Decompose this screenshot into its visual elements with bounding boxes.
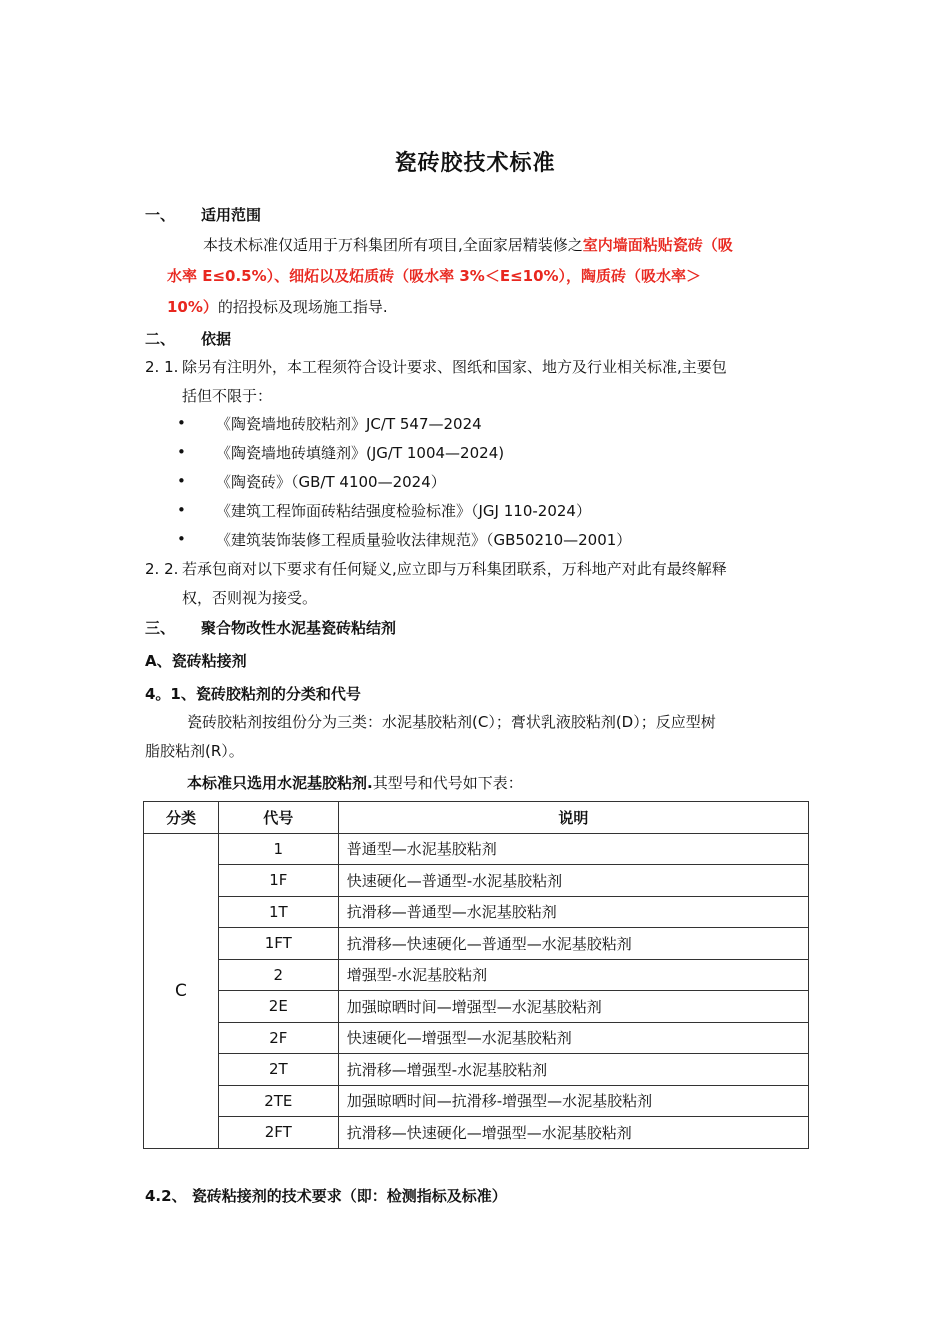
section1-red-text-1: 室内墙面粘贴瓷砖（吸 [582, 236, 733, 254]
selection-note-bold: 本标准只选用水泥基胶粘剂. [187, 774, 373, 792]
section1-para-line1 [203, 235, 733, 255]
standard-item: 《建筑装饰装修工程质量验收法律规范》（GB50210—2001） [216, 531, 632, 549]
code-cell: 1 [218, 833, 338, 865]
description-cell: 加强晾晒时间—抗滑移-增强型—水泥基胶粘剂 [338, 1085, 808, 1117]
table-row [144, 865, 809, 897]
bullet-icon: • [177, 443, 186, 461]
code-cell: 2F [218, 1022, 338, 1054]
section1-heading: 适用范围 [201, 206, 262, 224]
table-row [144, 991, 809, 1023]
classification-para-line2: 脂胶粘剂(R）。 [145, 742, 244, 760]
description-cell: 加强晾晒时间—增强型—水泥基胶粘剂 [338, 991, 808, 1023]
table-row [144, 896, 809, 928]
code-cell: 2E [218, 991, 338, 1023]
item-2-2-line1: 若承包商对以下要求有任何疑义,应立即与万科集团联系，万科地产对此有最终解释 [182, 560, 727, 578]
table-row [144, 1054, 809, 1086]
table-header-row [144, 802, 809, 834]
subsection-4-1-heading: 4。1、瓷砖胶粘剂的分类和代号 [145, 685, 361, 703]
code-cell: 1F [218, 865, 338, 897]
document-title: 瓷砖胶技术标准 [394, 151, 556, 176]
selection-note-rest: 其型号和代号如下表： [372, 774, 523, 792]
standard-item: 《陶瓷墙地砖填缝剂》(JG/T 1004—2024) [216, 444, 505, 462]
section3-heading: 聚合物改性水泥基瓷砖粘结剂 [201, 619, 397, 637]
header-category: 分类 [144, 802, 219, 834]
subsection-4-2-heading: 4.2、 瓷砖粘接剂的技术要求（即：检测指标及标准） [145, 1187, 507, 1205]
item-2-2-line2: 权，否则视为接受。 [182, 589, 318, 607]
description-cell: 增强型-水泥基胶粘剂 [338, 959, 808, 991]
code-cell: 2FT [218, 1117, 338, 1149]
code-cell: 1T [218, 896, 338, 928]
description-cell: 抗滑移—快速硬化—增强型—水泥基胶粘剂 [338, 1117, 808, 1149]
code-cell: 1FT [218, 928, 338, 960]
code-cell: 2TE [218, 1085, 338, 1117]
item-2-1-line2: 括但不限于： [182, 387, 273, 405]
section2-number: 二、 [145, 330, 176, 348]
description-cell: 快速硬化—普通型-水泥基胶粘剂 [338, 865, 808, 897]
description-cell: 抗滑移—普通型—水泥基胶粘剂 [338, 896, 808, 928]
section1-tail: 的招投标及现场施工指导. [217, 298, 388, 316]
description-cell: 快速硬化—增强型—水泥基胶粘剂 [338, 1022, 808, 1054]
section1-red-text-3: 10%） [167, 298, 218, 316]
item-2-1-number: 2. 1. [145, 358, 179, 376]
header-description: 说明 [338, 802, 808, 834]
bullet-icon: • [177, 414, 186, 432]
header-code: 代号 [218, 802, 338, 834]
adhesive-code-table [143, 801, 809, 1149]
table-row [144, 1022, 809, 1054]
section1-red-text-2: 水率 E≤0.5%）、细炻以及炻质砖（吸水率 3%＜E≤10%），陶质砖（吸水率＞ [167, 267, 702, 285]
code-cell: 2 [218, 959, 338, 991]
standard-item: 《陶瓷砖》（GB/T 4100—2024） [216, 473, 446, 491]
description-cell: 抗滑移—增强型-水泥基胶粘剂 [338, 1054, 808, 1086]
table-row [144, 928, 809, 960]
standard-item: 《建筑工程饰面砖粘结强度检验标准》（JGJ 110-2024） [216, 502, 591, 520]
category-cell: C [144, 833, 219, 1148]
section3-number: 三、 [145, 619, 176, 637]
subsection-a-heading: A、瓷砖粘接剂 [145, 652, 247, 670]
table-row [144, 959, 809, 991]
section1-number: 一、 [145, 206, 176, 224]
bullet-icon: • [177, 472, 186, 490]
section1-intro: 本技术标准仅适用于万科集团所有项目,全面家居精装修之 [203, 236, 583, 254]
table-row [144, 833, 809, 865]
bullet-icon: • [177, 501, 186, 519]
code-cell: 2T [218, 1054, 338, 1086]
description-cell: 抗滑移—快速硬化—普通型—水泥基胶粘剂 [338, 928, 808, 960]
description-cell: 普通型—水泥基胶粘剂 [338, 833, 808, 865]
table-row [144, 1085, 809, 1117]
standard-item: 《陶瓷墙地砖胶粘剂》JC/T 547—2024 [216, 415, 482, 433]
item-2-1-line1: 除另有注明外，本工程须符合设计要求、图纸和国家、地方及行业相关标准,主要包 [182, 358, 727, 376]
section1-para-line3 [167, 297, 388, 317]
table-row [144, 1117, 809, 1149]
classification-para-line1: 瓷砖胶粘剂按组份分为三类：水泥基胶粘剂(C）；膏状乳液胶粘剂(D）；反应型树 [187, 713, 716, 731]
selection-note [187, 773, 523, 793]
item-2-2-number: 2. 2. [145, 560, 179, 578]
section2-heading: 依据 [201, 330, 232, 348]
bullet-icon: • [177, 530, 186, 548]
